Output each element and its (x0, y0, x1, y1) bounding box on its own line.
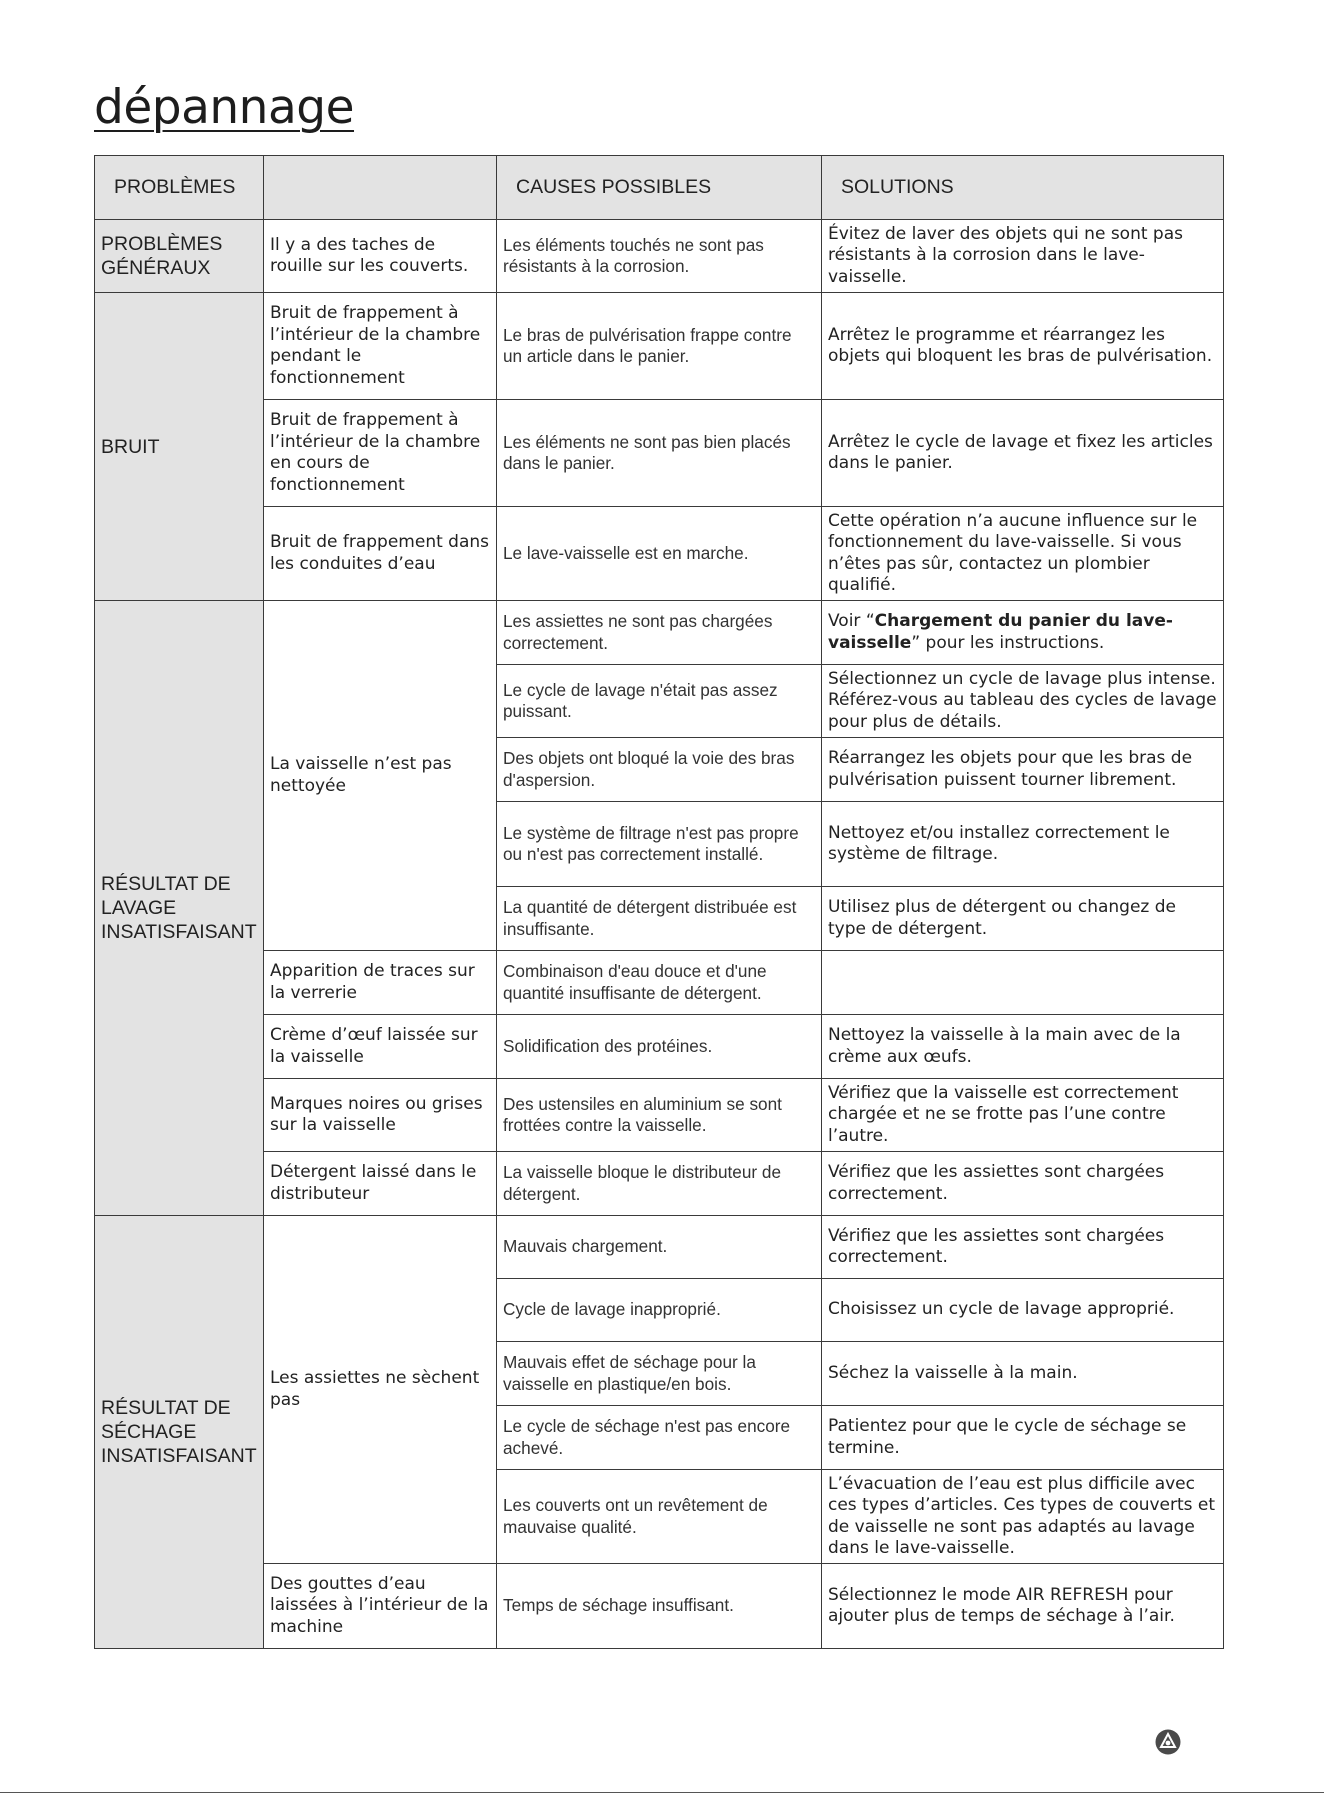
cause-cell: Les éléments touchés ne sont pas résistants à la corrosion. (497, 220, 822, 293)
solution-cell: Arrêtez le cycle de lavage et fixez les articles dans le panier. (822, 400, 1224, 507)
table-row (95, 1564, 1224, 1649)
cause-cell: Les éléments ne sont pas bien placés dans le panier. (497, 400, 822, 507)
category-general: PROBLÈMES GÉNÉRAUX (95, 220, 264, 293)
cause-cell: Le bras de pulvérisation frappe contre un article dans le panier. (497, 293, 822, 400)
solution-cell (822, 601, 1224, 665)
table-header-row (95, 156, 1224, 220)
problem-cell: Bruit de frappement à l’intérieur de la chambre pendant le fonctionnement (264, 293, 497, 400)
problem-cell: Bruit de frappement dans les conduites d’eau (264, 507, 497, 601)
bottom-divider (0, 1792, 1324, 1793)
cause-cell: Des ustensiles en aluminium se sont frottées contre la vaisselle. (497, 1079, 822, 1152)
table-row (95, 220, 1224, 293)
cause-cell: Le système de filtrage n'est pas propre ou n'est pas correctement installé. (497, 802, 822, 887)
table-row (95, 1216, 1224, 1279)
problem-cell: Apparition de traces sur la verrerie (264, 951, 497, 1015)
solution-cell: Sélectionnez le mode AIR REFRESH pour ajouter plus de temps de séchage à l’air. (822, 1564, 1224, 1649)
problem-cell: Les assiettes ne sèchent pas (264, 1216, 497, 1564)
cause-cell: Solidification des protéines. (497, 1015, 822, 1079)
cause-cell: Cycle de lavage inapproprié. (497, 1279, 822, 1342)
cause-cell: Des objets ont bloqué la voie des bras d'aspersion. (497, 738, 822, 802)
cause-cell: Le lave-vaisselle est en marche. (497, 507, 822, 601)
problem-cell: Bruit de frappement à l’intérieur de la chambre en cours de fonctionnement (264, 400, 497, 507)
solution-cell: Évitez de laver des objets qui ne sont pas résistants à la corrosion dans le lave-vaisselle. (822, 220, 1224, 293)
brand-logo-icon (1155, 1729, 1181, 1755)
solution-cell: Patientez pour que le cycle de séchage se termine. (822, 1406, 1224, 1470)
solution-cell: Utilisez plus de détergent ou changez de type de détergent. (822, 887, 1224, 951)
solution-cell: Séchez la vaisselle à la main. (822, 1342, 1224, 1406)
problem-cell: Crème d’œuf laissée sur la vaisselle (264, 1015, 497, 1079)
cause-cell: Les couverts ont un revêtement de mauvaise qualité. (497, 1470, 822, 1564)
header-problems: PROBLÈMES (95, 156, 264, 220)
solution-text: Voir “ (828, 611, 875, 631)
header-solutions: SOLUTIONS (822, 156, 1224, 220)
cause-cell: Mauvais chargement. (497, 1216, 822, 1279)
header-causes: CAUSES POSSIBLES (497, 156, 822, 220)
solution-cell: Réarrangez les objets pour que les bras de pulvérisation puissent tourner librement. (822, 738, 1224, 802)
solution-cell: Nettoyez et/ou installez correctement le système de filtrage. (822, 802, 1224, 887)
cause-cell: La quantité de détergent distribuée est insuffisante. (497, 887, 822, 951)
solution-cell: Sélectionnez un cycle de lavage plus intense. Référez-vous au tableau des cycles de lavage pour plus de détails. (822, 665, 1224, 738)
table-row (95, 400, 1224, 507)
category-drying: RÉSULTAT DE SÉCHAGE INSATISFAISANT (95, 1216, 264, 1649)
problem-cell: Détergent laissé dans le distributeur (264, 1152, 497, 1216)
page-title: dépannage (94, 80, 355, 135)
table-row (95, 601, 1224, 665)
solution-cell (822, 951, 1224, 1015)
troubleshooting-table (94, 155, 1224, 1649)
header-blank (264, 156, 497, 220)
cause-cell: Combinaison d'eau douce et d'une quantité insuffisante de détergent. (497, 951, 822, 1015)
table-row (95, 1079, 1224, 1152)
table-row (95, 1015, 1224, 1079)
table-row (95, 293, 1224, 400)
cause-cell: Le cycle de séchage n'est pas encore achevé. (497, 1406, 822, 1470)
solution-text: ” pour les instructions. (911, 632, 1105, 653)
solution-link-text: Chargement du panier du lave-vaisselle (828, 611, 1173, 653)
table-row (95, 951, 1224, 1015)
problem-cell: Des gouttes d’eau laissées à l’intérieur de la machine (264, 1564, 497, 1649)
solution-cell: Arrêtez le programme et réarrangez les objets qui bloquent les bras de pulvérisation. (822, 293, 1224, 400)
solution-cell: Nettoyez la vaisselle à la main avec de la crème aux œufs. (822, 1015, 1224, 1079)
category-noise: BRUIT (95, 293, 264, 601)
solution-cell: Choisissez un cycle de lavage approprié. (822, 1279, 1224, 1342)
category-washing: RÉSULTAT DE LAVAGE INSATISFAISANT (95, 601, 264, 1216)
problem-cell: Il y a des taches de rouille sur les couverts. (264, 220, 497, 293)
cause-cell: Temps de séchage insuffisant. (497, 1564, 822, 1649)
solution-cell: L’évacuation de l’eau est plus difficile avec ces types d’articles. Ces types de couverts et de vaisselle ne sont pas adaptés au lavage dans le lave-vaisselle. (822, 1470, 1224, 1564)
solution-cell: Cette opération n’a aucune influence sur le fonctionnement du lave-vaisselle. Si vous n’êtes pas sûr, contactez un plombier qualifié. (822, 507, 1224, 601)
cause-cell: La vaisselle bloque le distributeur de détergent. (497, 1152, 822, 1216)
table-row (95, 507, 1224, 601)
cause-cell: Le cycle de lavage n'était pas assez puissant. (497, 665, 822, 738)
solution-cell: Vérifiez que la vaisselle est correctement chargée et ne se frotte pas l’une contre l’autre. (822, 1079, 1224, 1152)
solution-cell: Vérifiez que les assiettes sont chargées correctement. (822, 1152, 1224, 1216)
problem-cell: La vaisselle n’est pas nettoyée (264, 601, 497, 951)
cause-cell: Mauvais effet de séchage pour la vaisselle en plastique/en bois. (497, 1342, 822, 1406)
solution-cell: Vérifiez que les assiettes sont chargées correctement. (822, 1216, 1224, 1279)
table-row (95, 1152, 1224, 1216)
problem-cell: Marques noires ou grises sur la vaisselle (264, 1079, 497, 1152)
cause-cell: Les assiettes ne sont pas chargées correctement. (497, 601, 822, 665)
